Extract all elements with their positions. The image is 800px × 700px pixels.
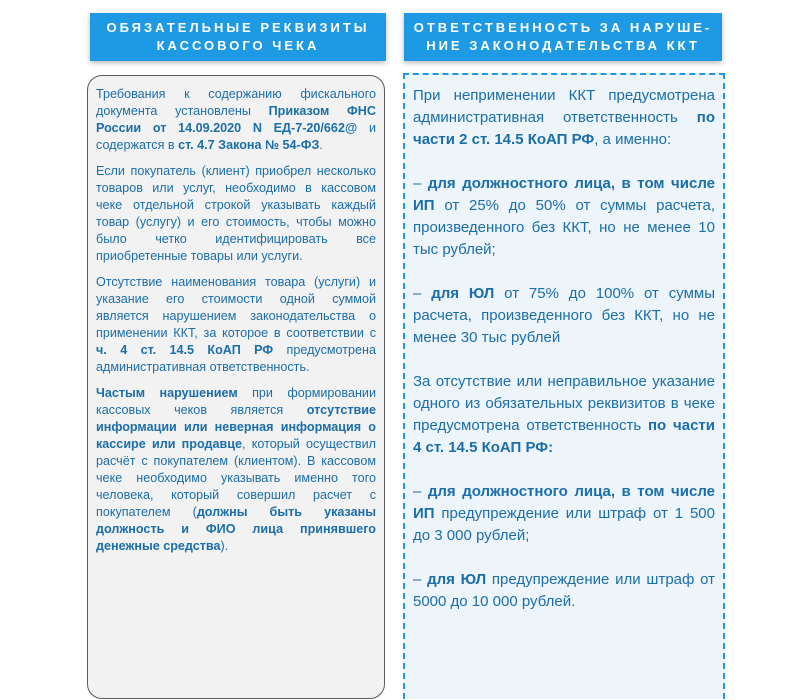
legal-entity-fine-paragraph: – для ЮЛ от 75% до 100% от суммы расчета, произведенного без ККТ, но не менее 30 тыс рублей [413, 285, 715, 346]
official-fine-paragraph: – для должностного лица, в том числе ИП от 25% до 50% от суммы расчета, произведенного без ККТ, но не менее 10 тыс рублей; [413, 175, 715, 258]
receipt-requirements-panel [87, 75, 385, 699]
liability-panel [403, 73, 725, 699]
right-header-line-1: ОТВЕТСТВЕННОСТЬ ЗА НАРУШЕ- [413, 20, 713, 35]
requirements-paragraph: Требования к содержанию фискального документа установлены Приказом ФНС России от 14.09.2020 N ЕД-7-20/662@ и содержатся в ст. 4.7 Закона № 54-ФЗ. [96, 87, 376, 152]
missing-requisites-paragraph: За отсутствие или неправильное указание одного из обязательных реквизитов в чеке предусмотрена ответственность по части 4 ст. 14.5 КоАП РФ: [413, 373, 715, 456]
missing-name-paragraph: Отсутствие наименования товара (услуги) и указание его стоимости одной суммой является нарушением законодательства о применении ККТ, за которое в соответствии с ч. 4 ст. 14.5 КоАП РФ предусмотрена административная ответственность. [96, 275, 376, 374]
right-header-line-2: НИЕ ЗАКОНОДАТЕЛЬСТВА ККТ [426, 38, 700, 53]
cashier-info-paragraph: Частым нарушением при формировании кассовых чеков является отсутствие информации или неверная информация о кассире или продавце, который осуществил расчёт с покупателем (клиентом). В кассовом чеке необходимо указывать именно того человека, который совершил расчет с покупателем (должны быть указаны должность и ФИО лица принявшего денежные средства). [96, 386, 376, 553]
left-header-line-1: ОБЯЗАТЕЛЬНЫЕ РЕКВИЗИТЫ [106, 20, 370, 35]
left-section-header [90, 13, 386, 61]
left-header-line-2: КАССОВОГО ЧЕКА [156, 38, 320, 53]
non-use-liability-paragraph: При неприменении ККТ предусмотрена административная ответственность по части 2 ст. 14.5 КоАП РФ, а именно: [413, 87, 715, 148]
right-section-header [404, 13, 722, 61]
multiple-items-paragraph: Если покупатель (клиент) приобрел несколько товаров или услуг, необходимо в кассовом чеке отдельной строкой указывать каждый товар (услугу) и его стоимость, чтобы можно было четко идентифицировать все приобретенные товары или услуги. [96, 164, 376, 263]
official-warning-paragraph: – для должностного лица, в том числе ИП предупреждение или штраф от 1 500 до 3 000 рублей; [413, 483, 715, 544]
legal-entity-warning-paragraph: – для ЮЛ предупреждение или штраф от 5000 до 10 000 рублей. [413, 571, 715, 610]
